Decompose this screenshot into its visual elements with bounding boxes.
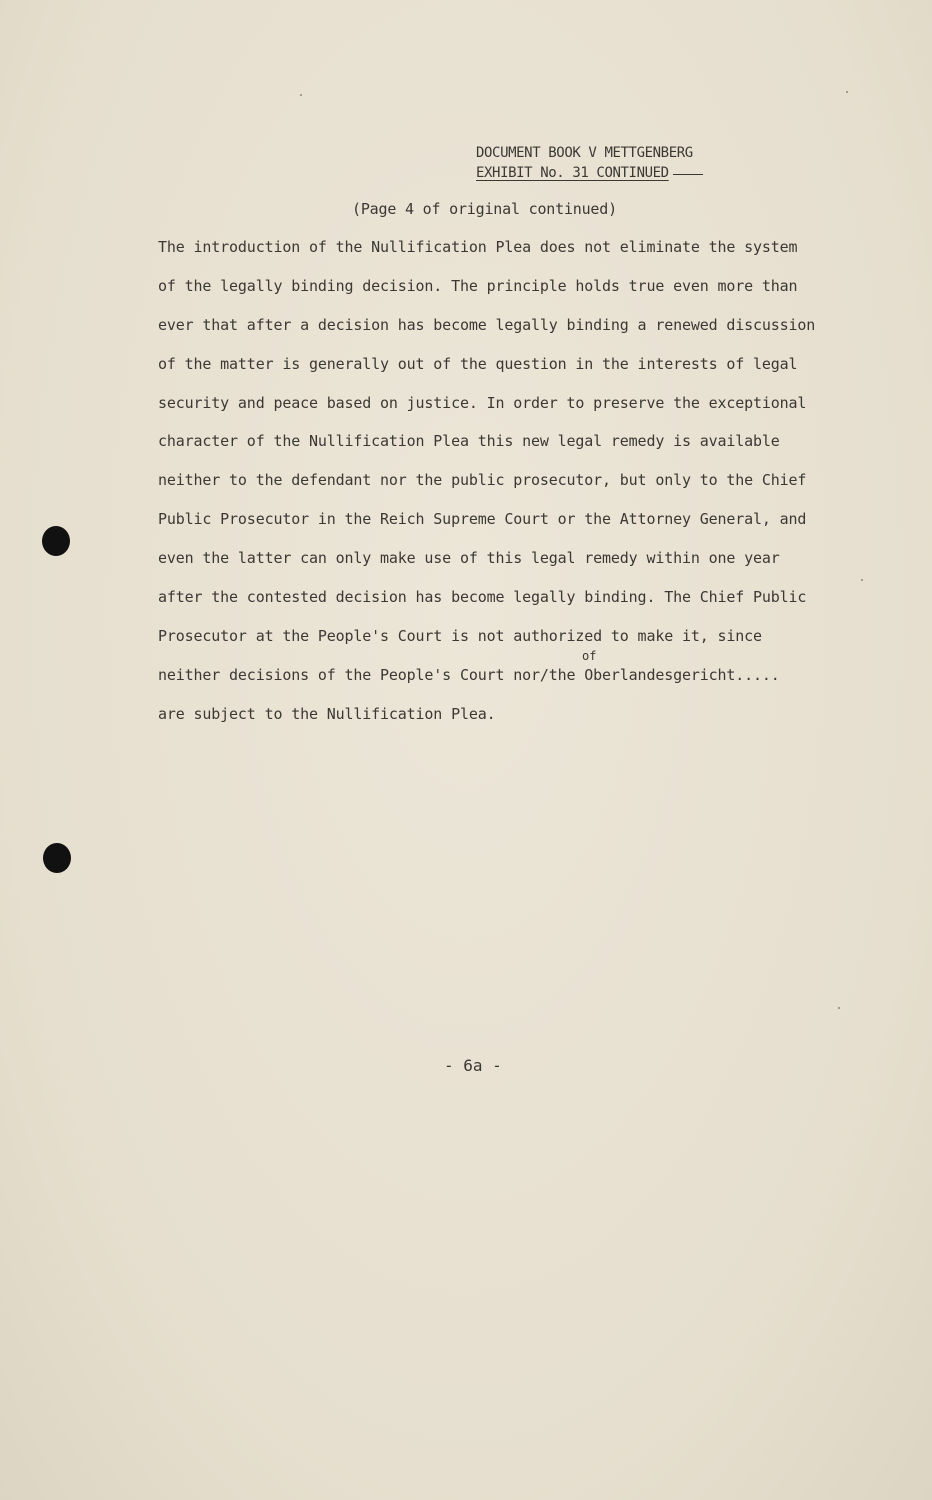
body-line-with-insert <box>158 648 864 703</box>
body-line: character of the Nullification Plea this new legal remedy is available <box>158 432 780 451</box>
body-line: ever that after a decision has become legally binding a renewed discussion <box>158 315 816 334</box>
paper-speck <box>846 91 848 93</box>
document-header <box>476 143 703 183</box>
body-line: neither decisions of the People's Court nor/the Oberlandesgericht..... <box>158 665 780 684</box>
page-number: - 6a - <box>444 1056 502 1075</box>
body-line: The introduction of the Nullification Plea does not eliminate the system <box>158 238 798 256</box>
exhibit-line <box>476 163 703 183</box>
punch-hole <box>42 526 70 556</box>
handwritten-insert: of <box>582 648 597 663</box>
body-line: Public Prosecutor in the Reich Supreme Court or the Attorney General, and <box>158 510 807 529</box>
body-line: neither to the defendant nor the public prosecutor, but only to the Chief <box>158 471 807 490</box>
paper-speck <box>838 1007 840 1009</box>
body-line: are subject to the Nullification Plea. <box>158 704 496 723</box>
paper-speck <box>300 94 302 96</box>
body-line: of the legally binding decision. The principle holds true even more than <box>158 276 798 295</box>
body-line: security and peace based on justice. In order to preserve the exceptional <box>158 393 807 412</box>
document-book-title: DOCUMENT BOOK V METTGENBERG <box>476 145 693 161</box>
body-line: of the matter is generally out of the question in the interests of legal <box>158 354 798 373</box>
body-line: after the contested decision has become legally binding. The Chief Public <box>158 588 807 607</box>
exhibit-label: EXHIBIT No. 31 CONTINUED <box>476 165 669 181</box>
body-line: Prosecutor at the People's Court is not authorized to make it, since <box>158 626 762 645</box>
body-text <box>158 236 864 742</box>
punch-hole <box>43 843 71 873</box>
body-line: even the latter can only make use of this legal remedy within one year <box>158 549 780 568</box>
page-reference: (Page 4 of original continued) <box>352 200 617 218</box>
header-underline <box>673 174 703 175</box>
